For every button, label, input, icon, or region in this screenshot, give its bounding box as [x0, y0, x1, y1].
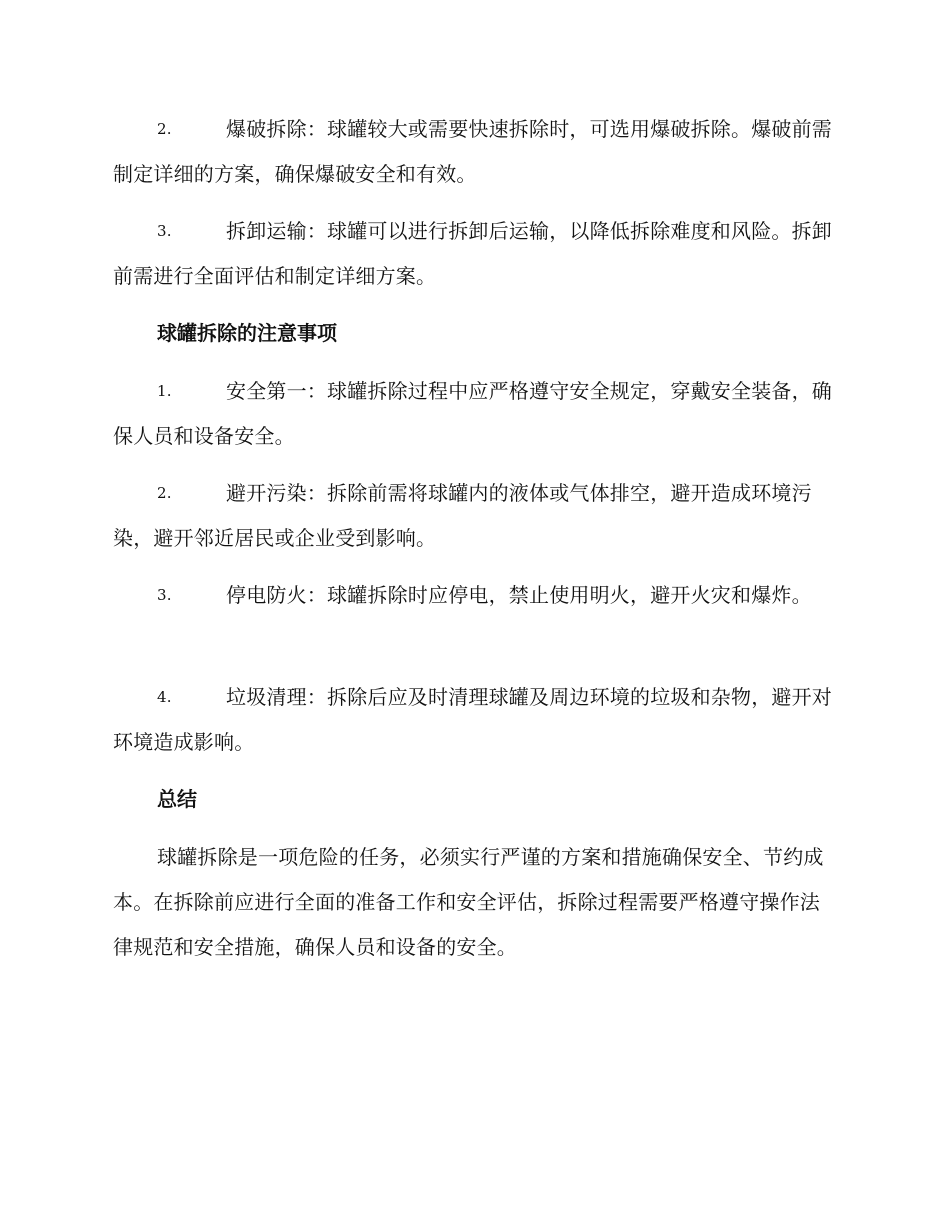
list-number: 2.	[157, 484, 172, 502]
list-number: 3.	[157, 586, 172, 604]
list-item	[113, 209, 835, 299]
list-number: 2.	[157, 120, 172, 138]
section-heading-precautions: 球罐拆除的注意事项	[157, 321, 337, 345]
list-item	[113, 471, 835, 561]
list-item	[113, 107, 835, 197]
list-number: 1.	[157, 382, 172, 400]
list-text: 避开污染：拆除前需将球罐内的液体或气体排空，避开造成环境污染，避开邻近居民或企业受到影响。	[113, 481, 812, 550]
list-text: 安全第一：球罐拆除过程中应严格遵守安全规定，穿戴安全装备，确保人员和设备安全。	[113, 379, 832, 448]
list-number: 3.	[157, 222, 172, 240]
section-heading-summary: 总结	[157, 787, 197, 811]
list-text: 垃圾清理：拆除后应及时清理球罐及周边环境的垃圾和杂物，避开对环境造成影响。	[113, 685, 832, 754]
summary-paragraph: 球罐拆除是一项危险的任务，必须实行严谨的方案和措施确保安全、节约成本。在拆除前应进行全面的准备工作和安全评估，拆除过程需要严格遵守操作法律规范和安全措施，确保人员和设备的安全。	[113, 845, 824, 959]
list-text: 爆破拆除：球罐较大或需要快速拆除时，可选用爆破拆除。爆破前需制定详细的方案，确保爆破安全和有效。	[113, 117, 832, 186]
list-item	[113, 675, 835, 765]
list-text: 停电防火：球罐拆除时应停电，禁止使用明火，避开火灾和爆炸。	[226, 583, 812, 607]
list-item	[113, 573, 835, 618]
list-text: 拆卸运输：球罐可以进行拆卸后运输，以降低拆除难度和风险。拆卸前需进行全面评估和制定详细方案。	[113, 219, 832, 288]
list-number: 4.	[157, 688, 172, 706]
list-item	[113, 369, 835, 459]
